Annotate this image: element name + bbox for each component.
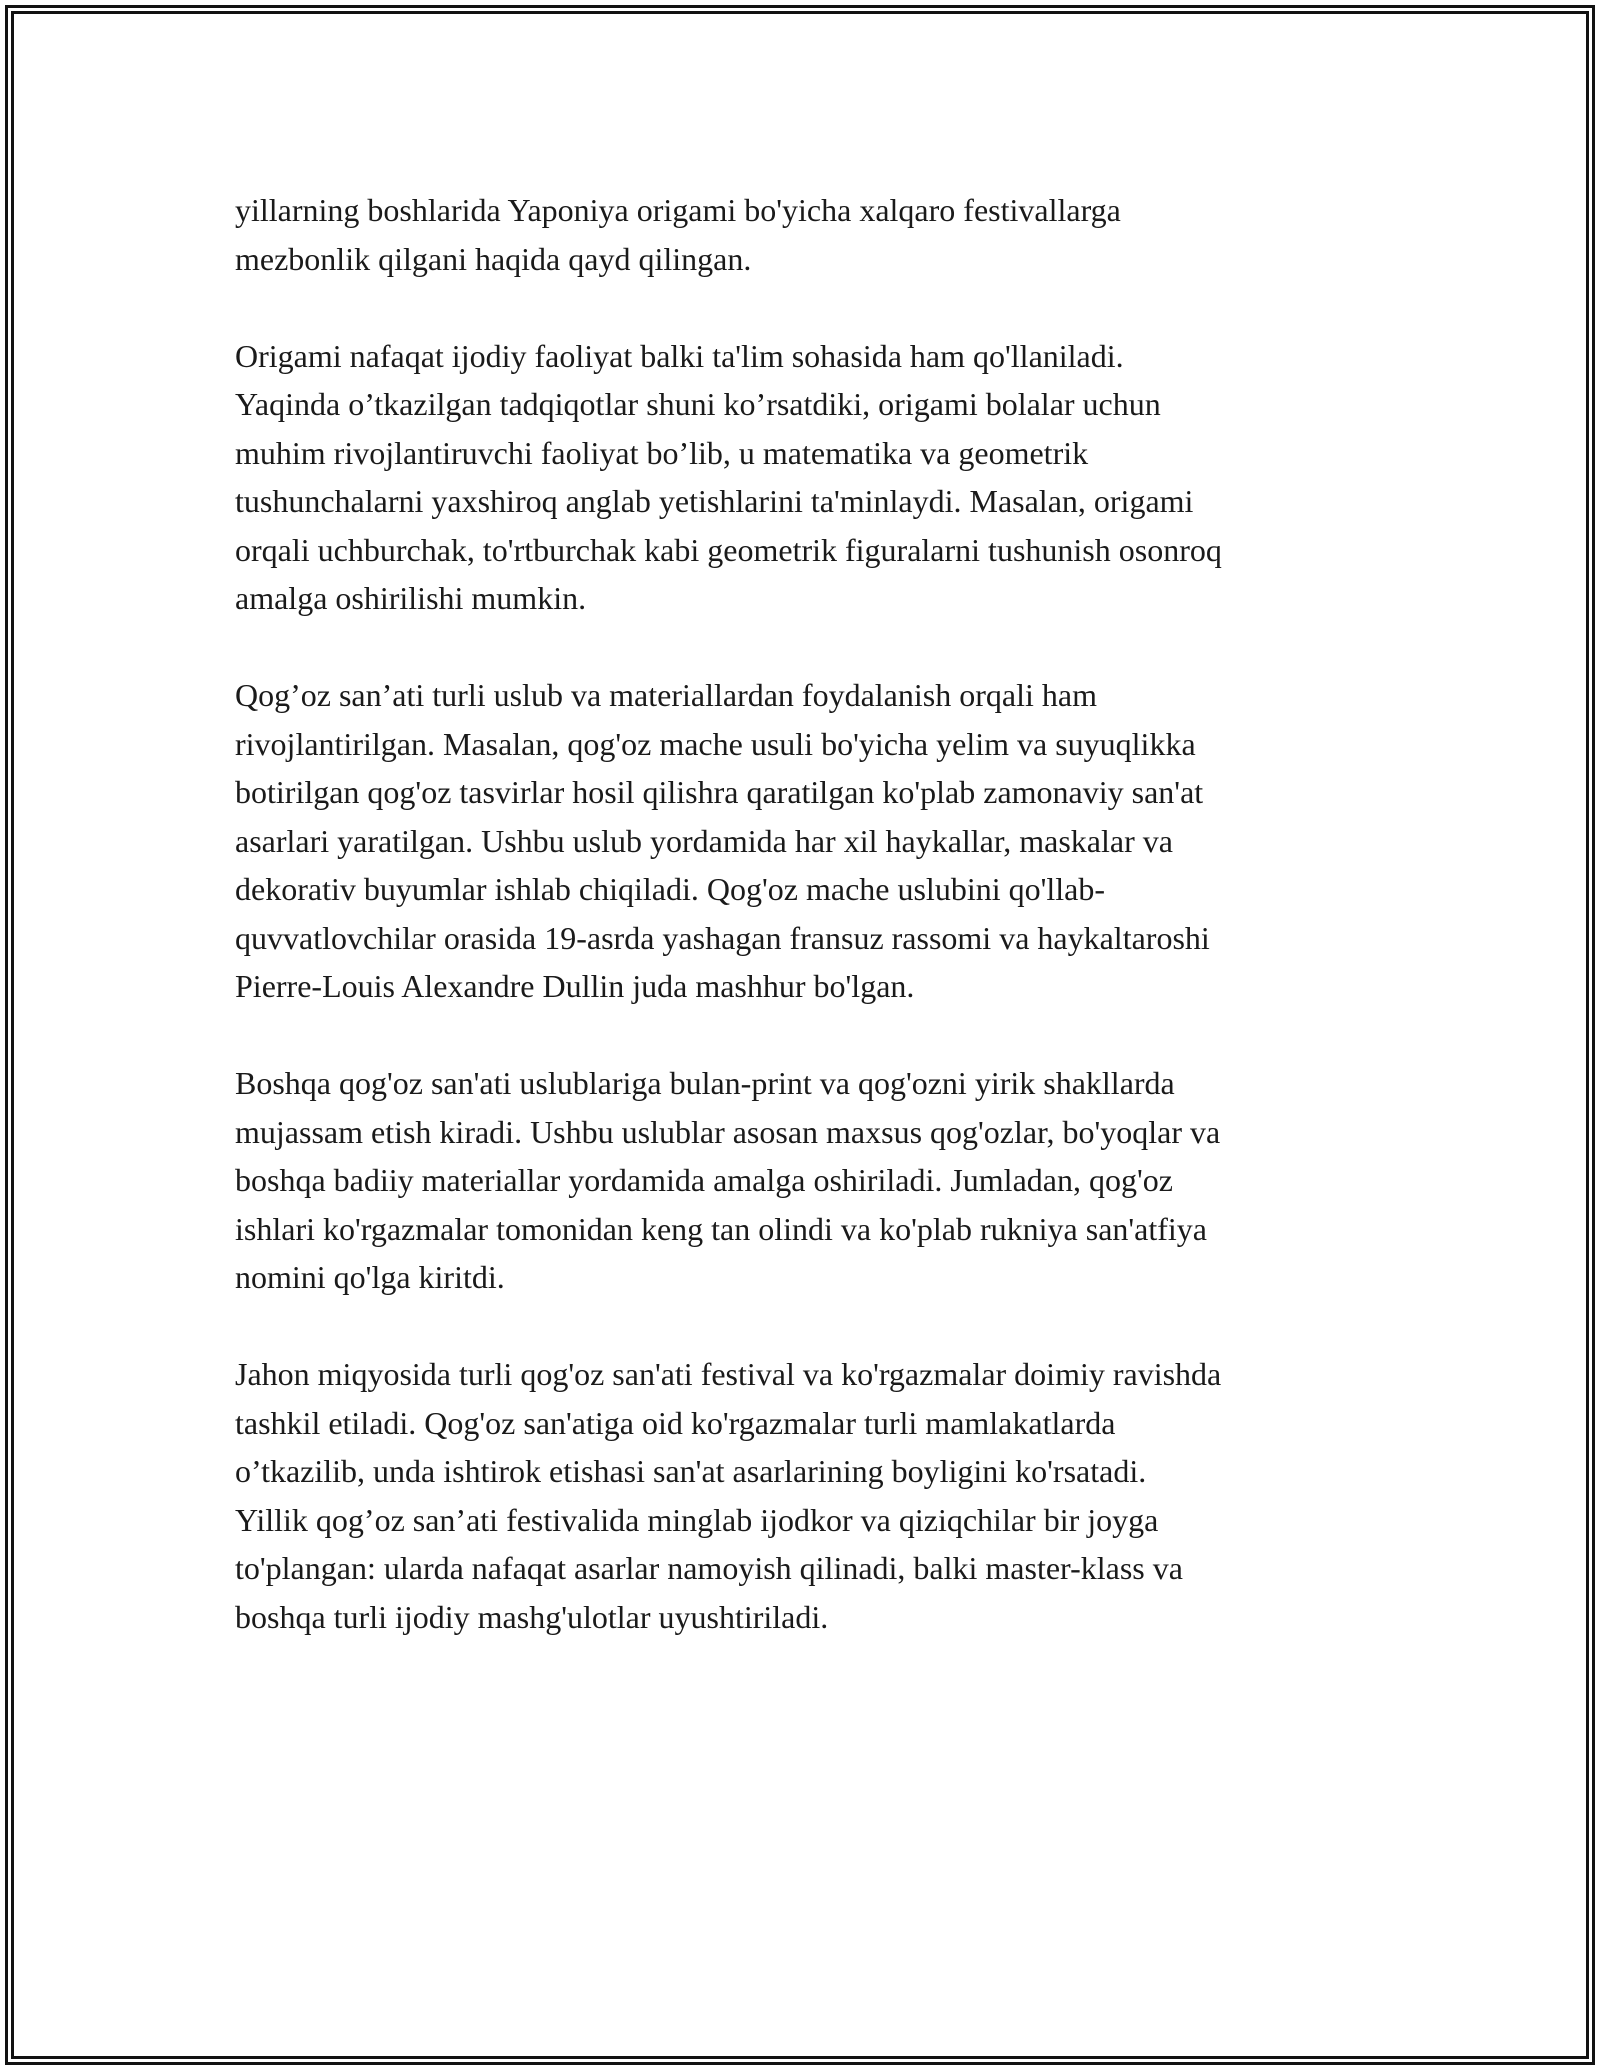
text-line: Origami nafaqat ijodiy faoliyat balki ta'lim sohasida ham qo'llaniladi. xyxy=(235,337,1124,374)
paragraph-5 xyxy=(235,1350,1385,1641)
text-line: botirilgan qog'oz tasvirlar hosil qilishra qaratilgan ko'plab zamonaviy san'at xyxy=(235,774,1204,810)
text-line: nomini qo'lga kiritdi. xyxy=(235,1259,505,1295)
paragraph-2 xyxy=(235,332,1385,623)
text-line: mujassam etish kiradi. Ushbu uslublar asosan maxsus qog'ozlar, bo'yoqlar va xyxy=(235,1113,1221,1150)
document-body xyxy=(235,186,1385,1690)
text-line: ishlari ko'rgazmalar tomonidan keng tan olindi va ko'plab rukniya san'atfiya xyxy=(235,1210,1207,1247)
text-line: boshqa turli ijodiy mashg'ulotlar uyushtiriladi. xyxy=(235,1598,829,1635)
text-line: Pierre-Louis Alexandre Dullin juda mashhur bo'lgan. xyxy=(235,968,915,1004)
text-line: Qog’oz san’ati turli uslub va materiallardan foydalanish orqali ham xyxy=(235,677,1097,713)
text-line: Yillik qog’oz san’ati festivalida minglab ijodkor va qiziqchilar bir joyga xyxy=(235,1501,1159,1538)
text-line: mezbonlik qilgani haqida qayd qilingan. xyxy=(235,240,752,277)
text-line: dekorativ buyumlar ishlab chiqiladi. Qog'oz mache uslubini qo'llab- xyxy=(235,871,1105,907)
text-line: yillarning boshlarida Yaponiya origami bo'yicha xalqaro festivallarga xyxy=(235,192,1121,228)
text-line: Boshqa qog'oz san'ati uslublariga bulan-print va qog'ozni yirik shakllarda xyxy=(235,1065,1175,1101)
text-line: amalga oshirilishi mumkin. xyxy=(235,580,587,616)
text-line: Jahon miqyosida turli qog'oz san'ati festival va ko'rgazmalar doimiy ravishda xyxy=(235,1356,1222,1392)
text-line: o’tkazilib, unda ishtirok etishasi san'at asarlarining boyligini ko'rsatadi. xyxy=(235,1453,1147,1489)
text-line: quvvatlovchilar orasida 19-asrda yashagan fransuz rassomi va haykaltaroshi xyxy=(235,919,1210,956)
text-line: muhim rivojlantiruvchi faoliyat bo’lib, u matematika va geometrik xyxy=(235,434,1089,471)
text-line: tushunchalarni yaxshiroq anglab yetishlarini ta'minlaydi. Masalan, origami xyxy=(235,483,1194,519)
paragraph-4 xyxy=(235,1059,1385,1302)
text-line: tashkil etiladi. Qog'oz san'atiga oid ko'rgazmalar turli mamlakatlarda xyxy=(235,1404,1116,1441)
paragraph-1 xyxy=(235,186,1385,283)
paragraph-3 xyxy=(235,671,1385,1011)
text-line: orqali uchburchak, to'rtburchak kabi geometrik figuralarni tushunish osonroq xyxy=(235,531,1222,568)
text-line: to'plangan: ularda nafaqat asarlar namoyish qilinadi, balki master-klass va xyxy=(235,1550,1183,1586)
text-line: asarlari yaratilgan. Ushbu uslub yordamida har xil haykallar, maskalar va xyxy=(235,822,1173,859)
text-line: Yaqinda o’tkazilgan tadqiqotlar shuni ko’rsatdiki, origami bolalar uchun xyxy=(235,386,1161,422)
text-line: rivojlantirilgan. Masalan, qog'oz mache usuli bo'yicha yelim va suyuqlikka xyxy=(235,725,1196,762)
text-line: boshqa badiiy materiallar yordamida amalga oshiriladi. Jumladan, qog'oz xyxy=(235,1162,1173,1198)
